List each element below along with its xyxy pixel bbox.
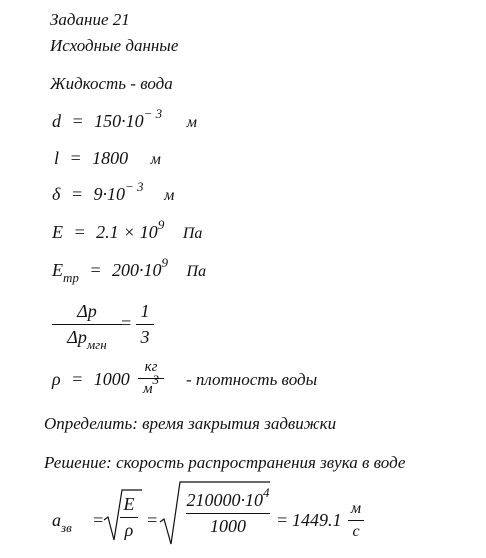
ratio-denominator: Δp xyxy=(67,327,87,347)
e-symbol: E xyxy=(52,222,63,242)
l-symbol: l xyxy=(54,148,60,168)
section-heading: Исходные данные xyxy=(50,36,179,55)
d-value: 150·10 xyxy=(94,111,144,131)
ratio-value-denominator: 3 xyxy=(140,327,150,347)
rho-note: - плотность воды xyxy=(186,370,318,389)
solution-heading: Решение: скорость распространения звука в воде xyxy=(44,453,406,472)
ratio-fraction-bar xyxy=(52,324,122,325)
etr-subscript: тр xyxy=(63,270,79,285)
rho-symbol: ρ xyxy=(52,369,61,389)
sqrt-2-denominator: 1000 xyxy=(210,516,246,536)
etr-equals: = xyxy=(89,260,102,280)
d-equals: = xyxy=(71,111,84,131)
rho-equation xyxy=(52,369,130,390)
delta-unit: м xyxy=(164,187,175,204)
formula-equals-2: = xyxy=(146,510,159,530)
delta-value: 9·10 xyxy=(93,184,126,204)
e-value: 2.1 × 10 xyxy=(96,222,158,242)
rho-unit-fraction xyxy=(138,359,164,398)
ratio-equals: = xyxy=(120,313,133,333)
rho-unit-denominator: м xyxy=(142,381,153,397)
sound-speed-letter: a xyxy=(52,510,61,530)
sqrt-1-numerator: E xyxy=(123,494,135,514)
delta-exponent: − 3 xyxy=(125,179,144,194)
sound-speed-result: 1449.1 xyxy=(292,510,342,530)
formula-equals-3: = xyxy=(276,510,289,530)
l-equation xyxy=(54,148,161,169)
rho-unit-exponent: 3 xyxy=(152,372,160,387)
delta-equals: = xyxy=(70,184,84,204)
sqrt-2-fraction xyxy=(186,485,270,537)
d-unit: м xyxy=(186,114,197,131)
formula-equals-1: = xyxy=(92,510,105,530)
etr-unit: Па xyxy=(186,263,207,280)
e-exponent: 9 xyxy=(157,217,165,232)
result-unit-numerator: м xyxy=(350,500,362,517)
ratio-fraction xyxy=(52,301,122,352)
l-equals: = xyxy=(69,148,82,168)
sqrt-1-fraction xyxy=(120,494,138,541)
sqrt-2-exponent: 4 xyxy=(263,485,270,500)
result-unit-bar xyxy=(348,520,364,521)
result-unit-fraction xyxy=(348,500,364,541)
delta-equation xyxy=(52,179,175,205)
sound-speed-symbol xyxy=(52,510,72,535)
e-unit: Па xyxy=(182,225,203,242)
sound-speed-subscript: зв xyxy=(61,520,72,535)
result-unit-denominator: с xyxy=(352,523,360,540)
d-symbol: d xyxy=(52,111,61,131)
ratio-value-bar xyxy=(136,324,154,325)
ratio-value-fraction xyxy=(136,301,154,348)
l-unit: м xyxy=(150,151,161,168)
task-statement: Определить: время закрытия задвижки xyxy=(44,414,337,433)
liquid-line: Жидкость - вода xyxy=(50,74,173,93)
rho-value: 1000 xyxy=(93,369,130,389)
l-value: 1800 xyxy=(92,148,129,168)
rho-unit-bar xyxy=(138,378,164,379)
sqrt-1-bar xyxy=(120,517,138,518)
sqrt-2-bar xyxy=(186,513,270,514)
d-exponent: − 3 xyxy=(143,106,163,121)
etr-exponent: 9 xyxy=(161,255,169,270)
task-number: Задание 21 xyxy=(50,10,130,29)
delta-symbol: δ xyxy=(52,184,61,204)
etr-symbol: E xyxy=(52,260,63,280)
e-equation xyxy=(52,217,203,243)
ratio-value-numerator: 1 xyxy=(140,301,150,321)
d-equation xyxy=(52,106,197,132)
rho-unit-numerator: кг xyxy=(144,359,158,375)
e-equals: = xyxy=(73,222,86,242)
sqrt-1-denominator: ρ xyxy=(124,520,134,540)
ratio-denominator-subscript: мгн xyxy=(86,337,107,352)
ratio-numerator: Δp xyxy=(77,301,97,321)
etr-value: 200·10 xyxy=(112,260,162,280)
rho-equals: = xyxy=(71,369,84,389)
etr-equation xyxy=(52,255,207,285)
sqrt-2-numerator: 210000·10 xyxy=(186,490,263,510)
